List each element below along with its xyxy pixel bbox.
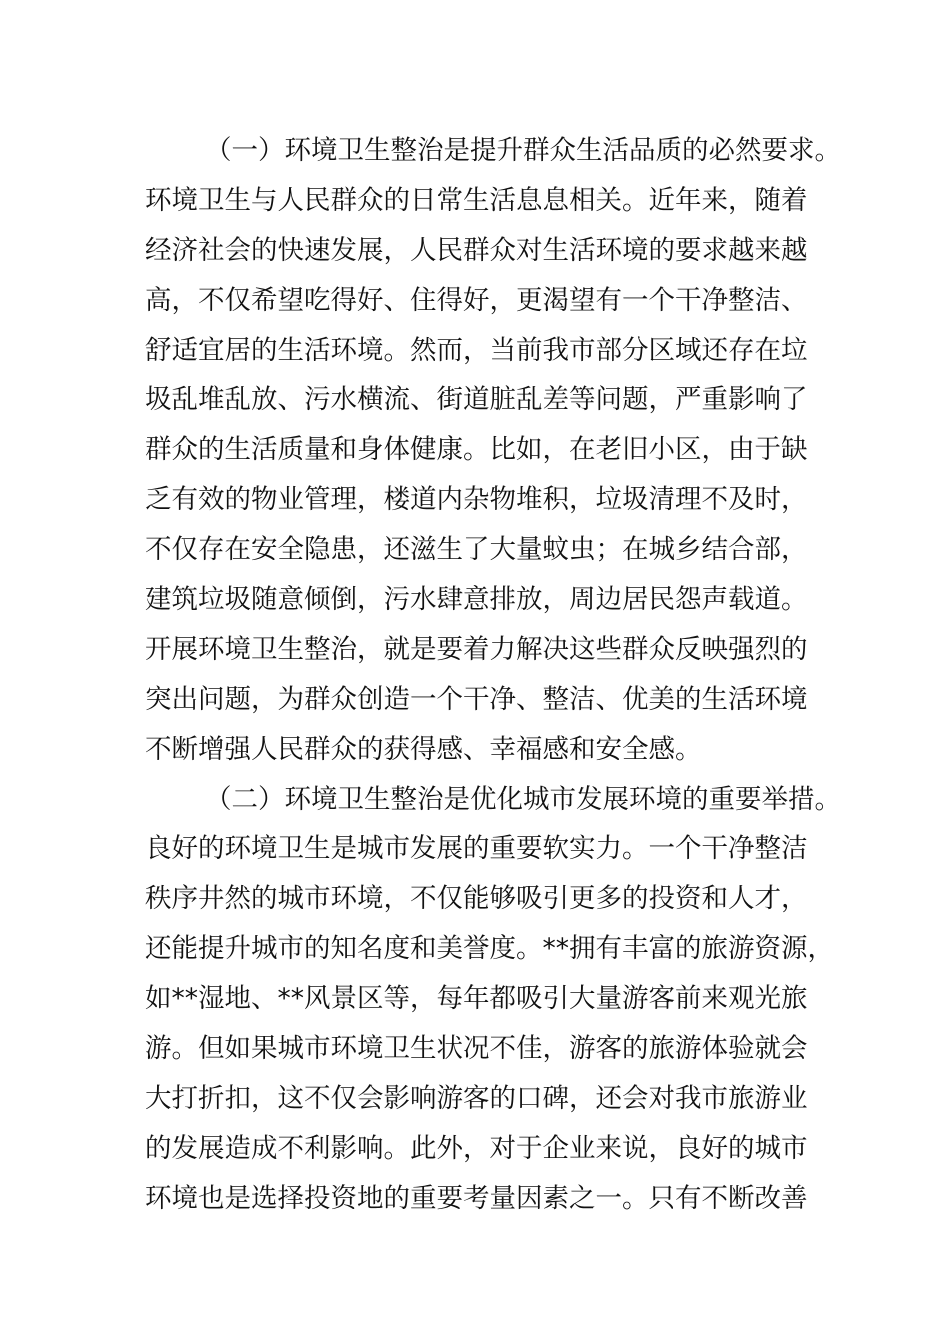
text-line: 不仅存在安全隐患，还滋生了大量蚊虫；在城乡结合部， <box>145 534 808 566</box>
text-line: 圾乱堆乱放、污水横流、街道脏乱差等问题，严重影响了 <box>145 384 808 416</box>
text-line: 游。但如果城市环境卫生状况不佳，游客的旅游体验就会 <box>145 1033 808 1065</box>
text-line: 还能提升城市的知名度和美誉度。**拥有丰富的旅游资源， <box>145 933 834 965</box>
text-line: 环境卫生与人民群众的日常生活息息相关。近年来，随着 <box>145 184 808 216</box>
text-line: 环境也是选择投资地的重要考量因素之一。只有不断改善 <box>145 1182 808 1214</box>
text-line: 大打折扣，这不仅会影响游客的口碑，还会对我市旅游业 <box>145 1082 808 1114</box>
text-line: 群众的生活质量和身体健康。比如，在老旧小区，由于缺 <box>145 434 808 466</box>
text-line: 突出问题，为群众创造一个干净、整洁、优美的生活环境 <box>145 683 808 715</box>
text-line: 高，不仅希望吃得好、住得好，更渴望有一个干净整洁、 <box>145 284 808 316</box>
text-line: 乏有效的物业管理，楼道内杂物堆积，垃圾清理不及时， <box>145 484 808 516</box>
text-line: 开展环境卫生整治，就是要着力解决这些群众反映强烈的 <box>145 633 808 665</box>
text-line: 良好的环境卫生是城市发展的重要软实力。一个干净整洁 <box>145 833 808 865</box>
text-line: 不断增强人民群众的获得感、幸福感和安全感。 <box>145 733 702 765</box>
text-line: 的发展造成不利影响。此外，对于企业来说，良好的城市 <box>145 1132 808 1164</box>
text-line: 如**湿地、**风景区等，每年都吸引大量游客前来观光旅 <box>145 983 808 1015</box>
body-text <box>145 126 845 1224</box>
text-line: （一）环境卫生整治是提升群众生活品质的必然要求。 <box>205 135 841 166</box>
text-line: （二）环境卫生整治是优化城市发展环境的重要举措。 <box>205 783 841 815</box>
text-line: 秩序井然的城市环境，不仅能够吸引更多的投资和人才， <box>145 883 808 915</box>
text-line: 经济社会的快速发展，人民群众对生活环境的要求越来越 <box>145 234 808 266</box>
text-line: 建筑垃圾随意倾倒，污水肆意排放，周边居民怨声载道。 <box>145 584 808 616</box>
text-line: 舒适宜居的生活环境。然而，当前我市部分区域还存在垃 <box>145 334 808 366</box>
